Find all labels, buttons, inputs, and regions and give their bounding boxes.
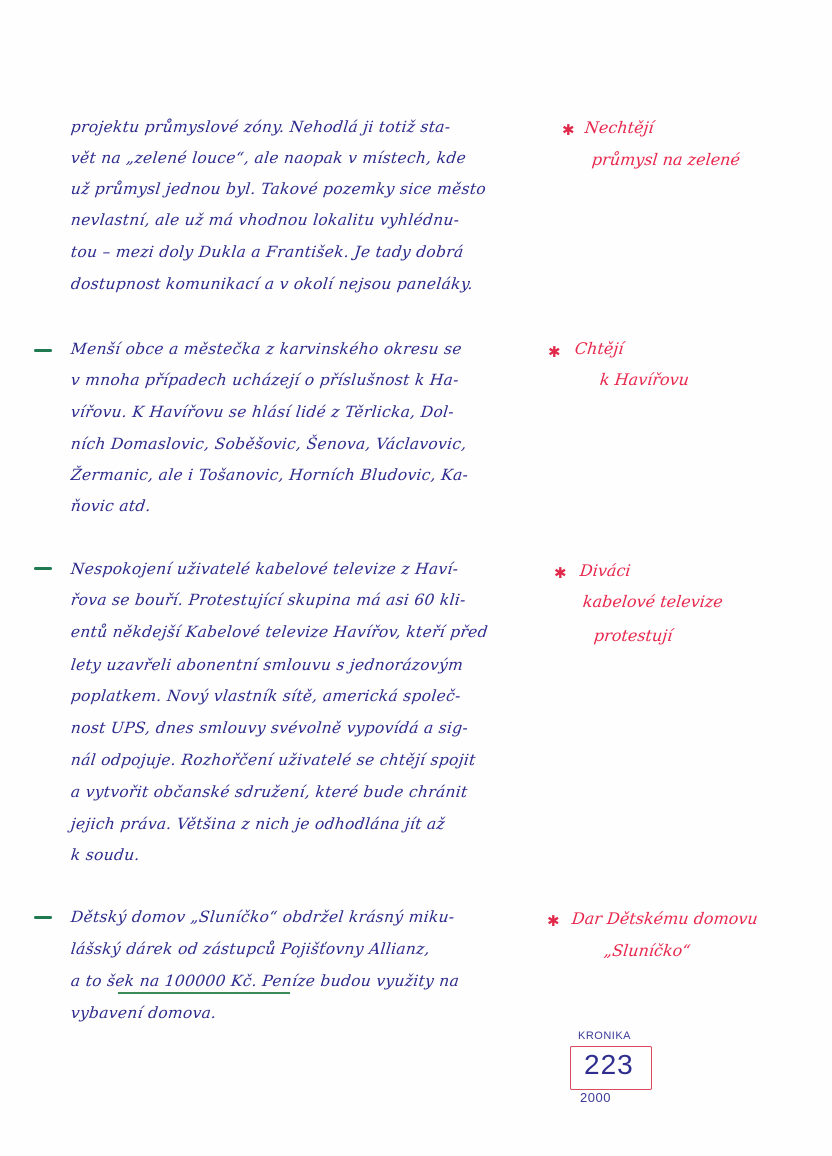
text-line: Žermanic, ale i Tošanovic, Horních Bludovic, Ka-: [70, 466, 470, 484]
text-line: Dětský domov „Sluníčko“ obdržel krásný miku-: [70, 908, 456, 926]
margin-note-line: Chtějí: [574, 339, 625, 358]
asterisk-icon: ✱: [547, 912, 560, 930]
text-line: vybavení domova.: [70, 1004, 218, 1022]
text-line: a to šek na 100000 Kč. Peníze budou využity na: [70, 972, 461, 990]
bullet-dash-icon: [34, 916, 52, 919]
text-line: vět na „zelené louce“, ale naopak v místech, kde: [70, 149, 468, 167]
page-number: 223: [584, 1049, 634, 1080]
bullet-dash-icon: [34, 567, 52, 570]
margin-note-line: průmysl na zelené: [591, 150, 742, 169]
margin-note-line: Diváci: [579, 561, 632, 580]
text-line: a vytvořit občanské sdružení, které bude chránit: [70, 783, 469, 801]
text-line: nevlastní, ale už má vhodnou lokalitu vyhlédnu-: [70, 211, 461, 229]
stamp-label: KRONIKA: [578, 1030, 632, 1042]
asterisk-icon: ✱: [554, 564, 567, 582]
text-line: lášský dárek od zástupců Pojišťovny Allianz,: [70, 940, 431, 958]
stamp-year: 2000: [580, 1090, 611, 1105]
text-line: projektu průmyslové zóny. Nehodlá ji totiž sta-: [70, 118, 452, 136]
margin-note-line: Dar Dětskému domovu: [571, 909, 759, 928]
text-line: tou – mezi doly Dukla a František. Je tady dobrá: [70, 243, 465, 261]
margin-note-line: „Sluníčko“: [603, 941, 692, 960]
text-line: poplatkem. Nový vlastník sítě, americká společ-: [70, 687, 462, 705]
check-amount-underline: [118, 992, 290, 994]
asterisk-icon: ✱: [562, 121, 575, 139]
text-line: ňovic atd.: [70, 497, 152, 515]
text-line: jejich práva. Většina z nich je odhodlána jít až: [70, 815, 446, 833]
asterisk-icon: ✱: [548, 343, 561, 361]
text-line: nál odpojuje. Rozhořčení uživatelé se chtějí spojit: [70, 751, 477, 769]
text-line: v mnoha případech ucházejí o příslušnost k Ha-: [70, 371, 460, 389]
text-line: lety uzavřeli abonentní smlouvu s jednorázovým: [70, 656, 465, 674]
bullet-dash-icon: [34, 349, 52, 352]
margin-note-line: kabelové televize: [582, 592, 724, 611]
text-line: ních Domaslovic, Soběšovic, Šenova, Václavovic,: [70, 435, 468, 453]
text-line: řova se bouří. Protestující skupina má asi 60 kli-: [70, 591, 467, 609]
margin-note-line: Nechtějí: [584, 118, 655, 137]
text-line: entů někdejší Kabelové televize Havířov, kteří před: [70, 623, 489, 641]
text-line: už průmysl jednou byl. Takové pozemky sice město: [70, 180, 488, 198]
text-line: vířovu. K Havířovu se hlásí lidé z Těrlicka, Dol-: [70, 403, 455, 421]
text-line: nost UPS, dnes smlouvy svévolně vypovídá a sig-: [70, 719, 469, 737]
text-line: Nespokojení uživatelé kabelové televize z Haví-: [70, 560, 460, 578]
margin-note-line: k Havířovu: [599, 370, 691, 389]
margin-note-line: protestují: [593, 626, 674, 645]
text-line: Menší obce a městečka z karvinského okresu se: [70, 340, 463, 358]
text-line: k soudu.: [70, 846, 141, 864]
text-line: dostupnost komunikací a v okolí nejsou paneláky.: [70, 275, 475, 293]
